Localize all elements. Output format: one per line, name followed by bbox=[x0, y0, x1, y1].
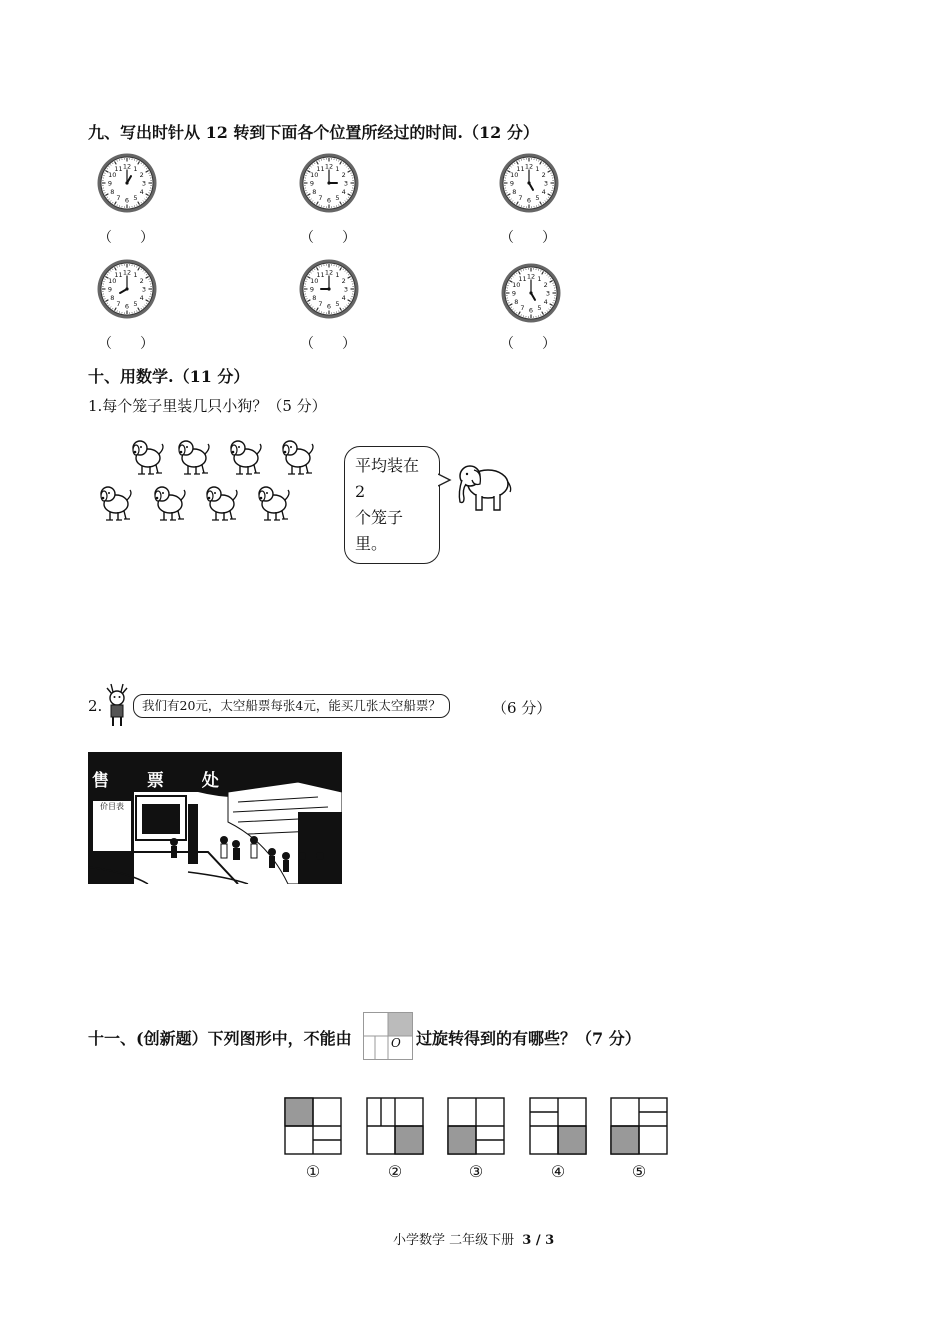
elephant-icon bbox=[452, 458, 514, 520]
svg-text:5: 5 bbox=[133, 300, 138, 309]
svg-text:6: 6 bbox=[326, 196, 332, 205]
dog-icon bbox=[92, 432, 332, 532]
answer-blank[interactable]: （ ） bbox=[300, 230, 356, 246]
svg-text:2: 2 bbox=[543, 281, 548, 289]
svg-text:8: 8 bbox=[312, 188, 317, 196]
svg-text:1: 1 bbox=[133, 164, 138, 173]
svg-text:3: 3 bbox=[141, 285, 147, 294]
section11-title-end: 过旋转得到的有哪些？（7 分） bbox=[416, 1029, 641, 1048]
speech-bubble: 我们有20元，太空船票每张4元，能买几张太空船票？ bbox=[133, 694, 450, 718]
answer-blank[interactable]: （ ） bbox=[98, 336, 154, 352]
svg-text:11: 11 bbox=[316, 270, 325, 279]
svg-text:11: 11 bbox=[518, 274, 527, 283]
svg-text:10: 10 bbox=[310, 277, 319, 285]
svg-text:5: 5 bbox=[335, 194, 340, 203]
svg-text:12: 12 bbox=[524, 162, 534, 171]
svg-text:11: 11 bbox=[316, 164, 325, 173]
svg-text:4: 4 bbox=[341, 188, 346, 196]
footer-text: 小学数学 二年级下册 bbox=[393, 1233, 515, 1248]
answer-blank[interactable]: （ ） bbox=[500, 336, 556, 352]
svg-text:4: 4 bbox=[139, 188, 144, 196]
section10-title: 十、用数学.（11 分） bbox=[88, 367, 250, 386]
section9-title: 九、写出时针从 12 转到下面各个位置所经过的时间.（12 分） bbox=[88, 123, 539, 142]
svg-text:8: 8 bbox=[514, 298, 519, 306]
svg-text:6: 6 bbox=[528, 306, 534, 315]
svg-text:10: 10 bbox=[108, 171, 117, 179]
svg-text:4: 4 bbox=[139, 294, 144, 302]
svg-text:3: 3 bbox=[343, 285, 349, 294]
svg-text:10: 10 bbox=[512, 281, 521, 289]
figure-option-2[interactable] bbox=[366, 1097, 424, 1159]
answer-blank[interactable]: （ ） bbox=[98, 230, 154, 246]
figure-option-4[interactable] bbox=[529, 1097, 587, 1159]
svg-text:11: 11 bbox=[114, 164, 123, 173]
ticket-office-illustration bbox=[88, 752, 342, 884]
figure-label-2: ② bbox=[387, 1162, 403, 1181]
svg-text:9: 9 bbox=[309, 179, 315, 188]
svg-text:1: 1 bbox=[335, 270, 340, 279]
svg-text:9: 9 bbox=[107, 179, 113, 188]
svg-text:3: 3 bbox=[545, 289, 551, 298]
bubble-tail bbox=[438, 472, 452, 492]
svg-text:5: 5 bbox=[535, 194, 540, 203]
svg-text:7: 7 bbox=[116, 194, 121, 203]
svg-text:6: 6 bbox=[124, 302, 130, 311]
question-2-score: （6 分） bbox=[492, 699, 552, 717]
svg-text:6: 6 bbox=[124, 196, 130, 205]
ticket-office-sign: 售 票 处 bbox=[92, 771, 235, 791]
svg-text:2: 2 bbox=[541, 171, 546, 179]
clock-icon bbox=[96, 258, 158, 320]
svg-text:12: 12 bbox=[122, 162, 132, 171]
price-board bbox=[92, 800, 132, 852]
svg-text:12: 12 bbox=[526, 272, 536, 281]
svg-text:12: 12 bbox=[122, 268, 132, 277]
svg-text:5: 5 bbox=[537, 304, 542, 313]
clock-icon bbox=[298, 258, 360, 320]
svg-text:9: 9 bbox=[107, 285, 113, 294]
clock-icon bbox=[498, 152, 560, 214]
footer bbox=[393, 1229, 554, 1248]
figure-label-1: ① bbox=[305, 1162, 321, 1181]
svg-text:7: 7 bbox=[520, 304, 525, 313]
svg-text:2: 2 bbox=[341, 171, 346, 179]
svg-text:6: 6 bbox=[326, 302, 332, 311]
svg-text:4: 4 bbox=[541, 188, 546, 196]
svg-text:1: 1 bbox=[133, 270, 138, 279]
svg-text:8: 8 bbox=[312, 294, 317, 302]
svg-text:4: 4 bbox=[543, 298, 548, 306]
svg-text:1: 1 bbox=[535, 164, 540, 173]
clock-icon bbox=[500, 262, 562, 324]
answer-blank[interactable]: （ ） bbox=[300, 336, 356, 352]
clock-icon bbox=[96, 152, 158, 214]
svg-text:12: 12 bbox=[324, 268, 334, 277]
svg-text:2: 2 bbox=[139, 277, 144, 285]
svg-text:8: 8 bbox=[512, 188, 517, 196]
svg-text:11: 11 bbox=[114, 270, 123, 279]
svg-text:3: 3 bbox=[343, 179, 349, 188]
svg-text:5: 5 bbox=[335, 300, 340, 309]
svg-text:7: 7 bbox=[318, 300, 323, 309]
figure-label-4: ④ bbox=[550, 1162, 566, 1181]
svg-text:1: 1 bbox=[335, 164, 340, 173]
svg-text:7: 7 bbox=[116, 300, 121, 309]
section11-title-start: 十一、(创新题）下列图形中，不能由 bbox=[88, 1029, 352, 1048]
page-number: 3 / 3 bbox=[522, 1233, 555, 1248]
rotation-center-label: O bbox=[391, 1036, 401, 1050]
question-1-text: 1.每个笼子里装几只小狗？（5 分） bbox=[88, 397, 327, 415]
svg-text:9: 9 bbox=[511, 289, 517, 298]
price-board-title: 价目表 bbox=[100, 802, 124, 811]
svg-text:3: 3 bbox=[141, 179, 147, 188]
svg-text:8: 8 bbox=[110, 188, 115, 196]
question-2-number: 2. bbox=[88, 697, 103, 715]
svg-text:8: 8 bbox=[110, 294, 115, 302]
svg-text:9: 9 bbox=[509, 179, 515, 188]
svg-text:6: 6 bbox=[526, 196, 532, 205]
bubble-line-1: 平均装在2 bbox=[355, 456, 420, 501]
dogs-illustration bbox=[92, 432, 332, 536]
child-icon bbox=[103, 682, 131, 732]
svg-text:2: 2 bbox=[139, 171, 144, 179]
bubble-line-2: 个笼子里。 bbox=[355, 508, 404, 553]
svg-text:10: 10 bbox=[510, 171, 519, 179]
figure-label-5: ⑤ bbox=[631, 1162, 647, 1181]
svg-text:10: 10 bbox=[108, 277, 117, 285]
svg-text:7: 7 bbox=[318, 194, 323, 203]
figure-option-3[interactable] bbox=[447, 1097, 505, 1159]
svg-text:1: 1 bbox=[537, 274, 542, 283]
svg-text:12: 12 bbox=[324, 162, 334, 171]
figure-option-1[interactable] bbox=[284, 1097, 342, 1159]
svg-text:10: 10 bbox=[310, 171, 319, 179]
clock-icon bbox=[298, 152, 360, 214]
svg-text:2: 2 bbox=[341, 277, 346, 285]
svg-text:9: 9 bbox=[309, 285, 315, 294]
figure-label-3: ③ bbox=[468, 1162, 484, 1181]
svg-text:11: 11 bbox=[516, 164, 525, 173]
answer-blank[interactable]: （ ） bbox=[500, 230, 556, 246]
reference-figure bbox=[363, 1012, 413, 1064]
svg-text:7: 7 bbox=[518, 194, 523, 203]
svg-text:3: 3 bbox=[543, 179, 549, 188]
speech-bubble bbox=[344, 446, 440, 564]
figure-option-5[interactable] bbox=[610, 1097, 668, 1159]
svg-text:5: 5 bbox=[133, 194, 138, 203]
svg-text:4: 4 bbox=[341, 294, 346, 302]
